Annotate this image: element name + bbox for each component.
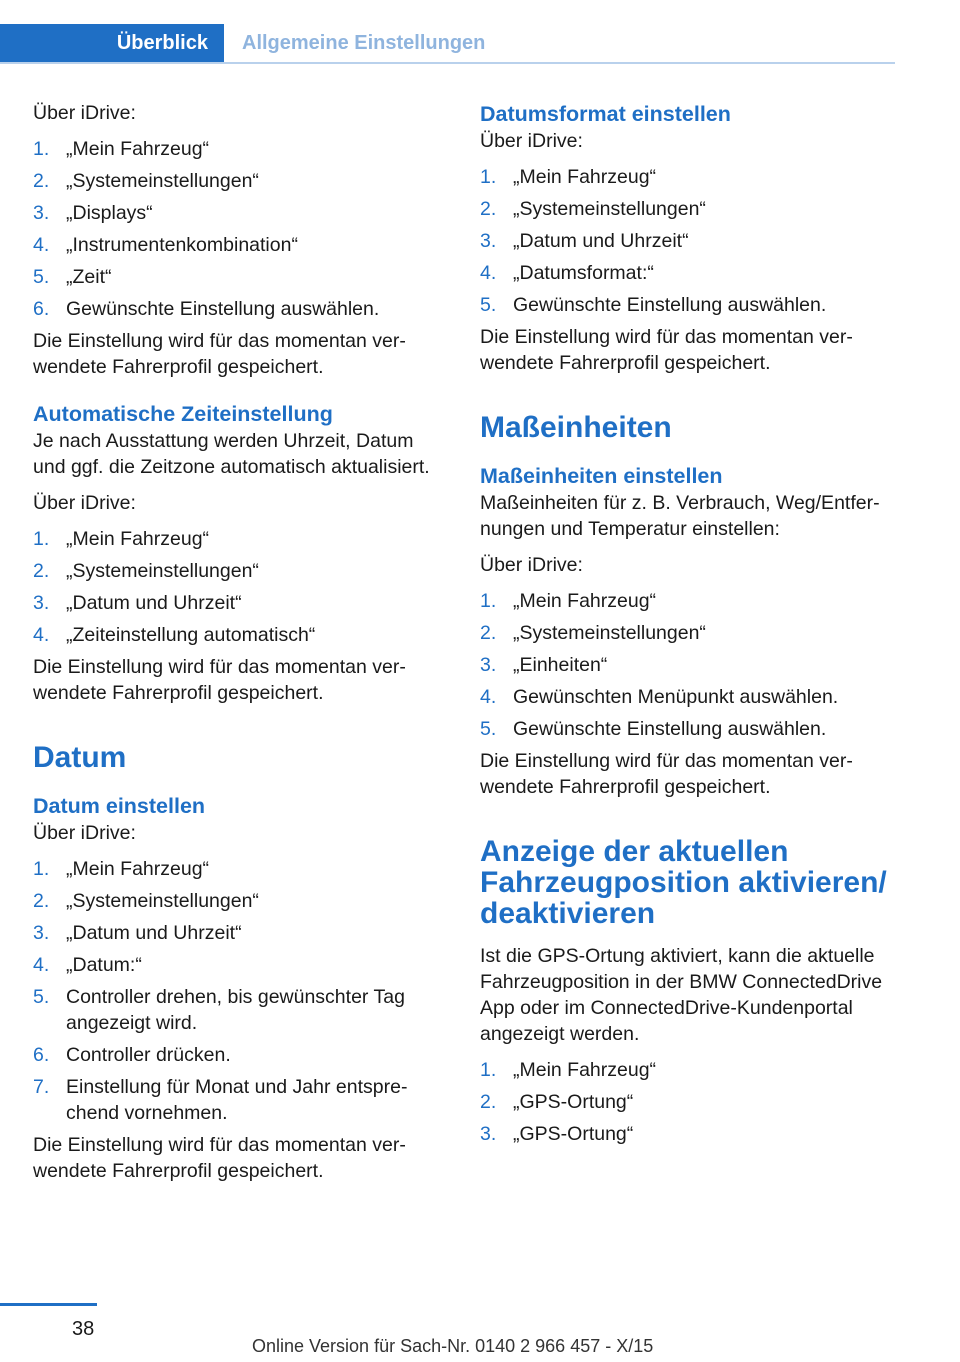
- step-text: Controller drehen, bis gewünschter Tag angezeigt wird.: [66, 986, 405, 1034]
- units-description: Maßeinheiten für z. B. Verbrauch, Weg/Entfer-nungen und Temperatur einstellen:: [480, 492, 880, 540]
- step-text: Gewünschte Einstellung auswählen.: [513, 294, 827, 316]
- list-item: [33, 622, 448, 648]
- steps-list-gps: [480, 1057, 895, 1147]
- step-number: 3.: [480, 230, 497, 252]
- step-number: 6.: [33, 298, 50, 320]
- step-text: Gewünschten Menüpunkt auswählen.: [513, 686, 839, 708]
- list-item: [33, 856, 448, 882]
- list-item: [33, 590, 448, 616]
- tab-bar: [0, 0, 895, 64]
- heading-units: Maßeinheiten: [480, 411, 672, 444]
- heading-units-set: Maßeinheiten einstellen: [480, 464, 723, 488]
- note-text: Die Einstellung wird für das momentan ver-wendete Fahrerprofil gespeichert.: [33, 330, 406, 378]
- heading-datum: Datum: [33, 741, 127, 774]
- step-text: „Datumsformat:“: [513, 262, 654, 284]
- list-item: [480, 652, 895, 678]
- step-text: „Systemeinstellungen“: [513, 198, 706, 220]
- note-text: Die Einstellung wird für das momentan ver-wendete Fahrerprofil gespeichert.: [33, 1134, 406, 1182]
- step-text: „Systemeinstellungen“: [513, 622, 706, 644]
- list-item: [480, 1057, 895, 1083]
- auto-description: Je nach Ausstattung werden Uhrzeit, Datum und ggf. die Zeitzone automatisch aktualisiert.: [33, 430, 430, 478]
- list-item: [480, 292, 895, 318]
- step-text: „Displays“: [66, 202, 153, 224]
- intro-text: Über iDrive:: [480, 554, 583, 576]
- steps-list-datum: [33, 856, 448, 1126]
- step-number: 3.: [33, 202, 50, 224]
- step-text: „Systemeinstellungen“: [66, 890, 259, 912]
- intro-text: Über iDrive:: [33, 492, 136, 514]
- step-number: 3.: [33, 592, 50, 614]
- step-text: „Systemeinstellungen“: [66, 170, 259, 192]
- right-column: [480, 100, 895, 1153]
- list-item: [480, 228, 895, 254]
- step-number: 1.: [33, 528, 50, 550]
- steps-list-units: [480, 588, 895, 742]
- step-number: 2.: [480, 198, 497, 220]
- step-text: „Datum und Uhrzeit“: [66, 922, 242, 944]
- step-text: „Mein Fahrzeug“: [513, 166, 657, 188]
- steps-list-time: [33, 136, 448, 322]
- tab-ueberblick[interactable]: Überblick: [0, 24, 224, 62]
- step-number: 5.: [33, 266, 50, 288]
- note-text: Die Einstellung wird für das momentan ver-wendete Fahrerprofil gespeichert.: [480, 750, 853, 798]
- step-text: Gewünschte Einstellung auswählen.: [513, 718, 827, 740]
- steps-list-auto: [33, 526, 448, 648]
- step-number: 3.: [480, 1123, 497, 1145]
- step-number: 2.: [480, 1091, 497, 1113]
- list-item: [480, 588, 895, 614]
- step-number: 5.: [33, 986, 50, 1008]
- step-number: 4.: [480, 262, 497, 284]
- footer-rule: [0, 1303, 97, 1306]
- tab-allgemeine-einstellungen[interactable]: Allgemeine Einstellungen: [242, 31, 486, 54]
- step-number: 2.: [33, 170, 50, 192]
- list-item: [33, 952, 448, 978]
- step-number: 4.: [33, 234, 50, 256]
- step-number: 2.: [480, 622, 497, 644]
- list-item: [480, 196, 895, 222]
- note-text: Die Einstellung wird für das momentan ver-wendete Fahrerprofil gespeichert.: [33, 656, 406, 704]
- step-number: 6.: [33, 1044, 50, 1066]
- list-item: [33, 264, 448, 290]
- step-number: 2.: [33, 890, 50, 912]
- gps-description: Ist die GPS-Ortung aktiviert, kann die aktuelle Fahrzeugposition in der BMW ConnectedDrive App oder im ConnectedDrive-Kundenportal angezeigt werden.: [480, 945, 883, 1045]
- step-text: „Datum:“: [66, 954, 142, 976]
- intro-text: Über iDrive:: [33, 102, 136, 124]
- list-item: [480, 164, 895, 190]
- step-number: 4.: [33, 954, 50, 976]
- step-number: 4.: [480, 686, 497, 708]
- step-text: „Mein Fahrzeug“: [66, 138, 210, 160]
- list-item: [33, 888, 448, 914]
- step-text: „Mein Fahrzeug“: [513, 590, 657, 612]
- list-item: [33, 232, 448, 258]
- step-number: 2.: [33, 560, 50, 582]
- list-item: [33, 200, 448, 226]
- step-text: „Mein Fahrzeug“: [66, 528, 210, 550]
- step-number: 1.: [480, 1059, 497, 1081]
- step-number: 3.: [480, 654, 497, 676]
- step-text: Controller drücken.: [66, 1044, 231, 1066]
- step-text: „Zeit“: [66, 266, 112, 288]
- list-item: [33, 558, 448, 584]
- step-number: 7.: [33, 1076, 50, 1098]
- list-item: [480, 1121, 895, 1147]
- list-item: [33, 1074, 448, 1126]
- list-item: [480, 684, 895, 710]
- heading-datum-set: Datum einstellen: [33, 794, 206, 818]
- list-item: [33, 1042, 448, 1068]
- step-text: „Einheiten“: [513, 654, 608, 676]
- list-item: [480, 716, 895, 742]
- intro-text: Über iDrive:: [33, 822, 136, 844]
- list-item: [33, 984, 448, 1036]
- step-number: 1.: [480, 590, 497, 612]
- list-item: [480, 620, 895, 646]
- list-item: [480, 1089, 895, 1115]
- step-number: 4.: [33, 624, 50, 646]
- steps-list-format: [480, 164, 895, 318]
- left-column: [33, 100, 448, 1184]
- step-number: 1.: [480, 166, 497, 188]
- list-item: [480, 260, 895, 286]
- step-number: 3.: [33, 922, 50, 944]
- list-item: [33, 526, 448, 552]
- list-item: [33, 136, 448, 162]
- step-text: „Datum und Uhrzeit“: [513, 230, 689, 252]
- list-item: [33, 168, 448, 194]
- step-text: „Instrumentenkombination“: [66, 234, 298, 256]
- step-text: „GPS-Ortung“: [513, 1091, 634, 1113]
- heading-gps: Anzeige der aktuellen Fahrzeugposition aktivieren/ deaktivieren: [480, 835, 887, 930]
- step-text: „Datum und Uhrzeit“: [66, 592, 242, 614]
- note-text: Die Einstellung wird für das momentan ver-wendete Fahrerprofil gespeichert.: [480, 326, 853, 374]
- step-text: „Mein Fahrzeug“: [513, 1059, 657, 1081]
- page-number: 38: [72, 1318, 95, 1340]
- step-text: Einstellung für Monat und Jahr entspre-chend vornehmen.: [66, 1076, 408, 1124]
- step-text: „GPS-Ortung“: [513, 1123, 634, 1145]
- footer-version: Online Version für Sach-Nr. 0140 2 966 457 - X/15: [252, 1336, 654, 1356]
- step-text: Gewünschte Einstellung auswählen.: [66, 298, 380, 320]
- step-number: 5.: [480, 718, 497, 740]
- list-item: [33, 296, 448, 322]
- step-text: „Zeiteinstellung automatisch“: [66, 624, 316, 646]
- step-number: 5.: [480, 294, 497, 316]
- step-text: „Systemeinstellungen“: [66, 560, 259, 582]
- step-number: 1.: [33, 858, 50, 880]
- heading-auto-time: Automatische Zeiteinstellung: [33, 402, 333, 426]
- intro-text: Über iDrive:: [480, 130, 583, 152]
- step-number: 1.: [33, 138, 50, 160]
- step-text: „Mein Fahrzeug“: [66, 858, 210, 880]
- heading-date-format: Datumsformat einstellen: [480, 102, 731, 126]
- list-item: [33, 920, 448, 946]
